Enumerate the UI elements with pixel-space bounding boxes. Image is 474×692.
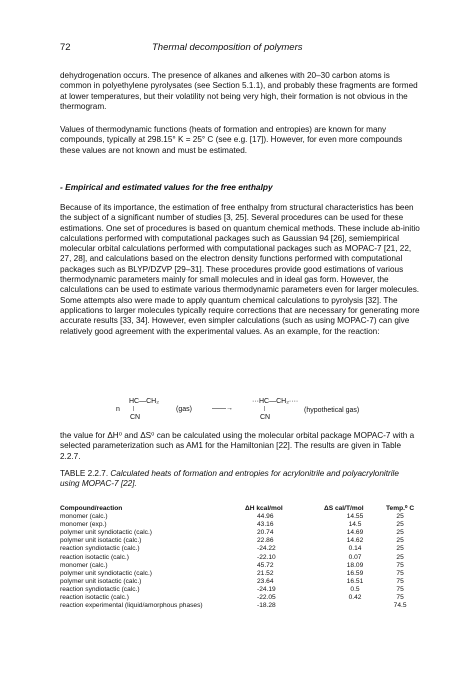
table-header-row: [60, 505, 414, 513]
table-row: polymer unit isotactic (calc.) 23.64 16.51 75: [60, 577, 404, 585]
table-row: polymer unit isotactic (calc.) 22.86 14.62 25: [60, 537, 404, 545]
paragraph-4-text: the value for ΔH⁰ and ΔS⁰ can be calculated using the molecular orbital package MOPAC-7 with a selected parameterization such as AM1 for the Hamiltonian [22]. The results are given in Table 2.2.7.: [60, 431, 415, 461]
table-row: reaction experimental (liquid/amorphous phases) -18.28 74.5: [60, 602, 407, 610]
polymer-nitrile: CN: [260, 414, 271, 421]
page-number: 72: [60, 42, 71, 53]
paragraph-2-text: Values of thermodynamic functions (heats of formation and entropies) are known for many compounds, typically at 298.15° K = 25° C (see e.g. [17]). However, for even more compounds these values are not known and must be estimated.: [60, 125, 403, 155]
table-row: monomer (exp.) 43.16 14.5 25: [60, 521, 404, 529]
col-compound: Compound/reaction: [60, 505, 123, 512]
table-label: TABLE 2.2.7.: [60, 469, 109, 478]
monomer-nitrile: CN: [130, 414, 141, 421]
paragraph-1-text: dehydrogenation occurs. The presence of alkanes and alkenes with 20–30 carbon atoms is common in polyethylene pyrolysates (see Section 5.1.1), and probably these fragments are formed at lower temperatures, but their volatility not being very high, their formation is not obvious in the thermogram.: [60, 71, 418, 111]
table-caption: [60, 469, 420, 489]
running-title: Thermal decomposition of polymers: [152, 42, 303, 53]
paragraph-1: [60, 71, 420, 112]
section-heading: - Empirical and estimated values for the free enthalpy: [60, 182, 273, 192]
paragraph-4: [60, 431, 420, 462]
table-row: polymer unit syndiotactic (calc.) 21.52 16.59 75: [60, 569, 404, 577]
polymer-state: (hypothetical gas): [304, 407, 360, 414]
paragraph-2: [60, 125, 420, 156]
table-row: reaction syndiotactic (calc.) -24.22 0.14 25: [60, 545, 404, 553]
paragraph-3: [60, 203, 420, 337]
table-row: reaction syndiotactic (calc.) -24.19 0.5 75: [60, 585, 404, 593]
table-row: reaction isotactic (calc.) -22.05 0.42 75: [60, 594, 404, 602]
monomer-backbone: HC—CH₂: [129, 398, 159, 405]
table-row: monomer (calc.) 44.96 14.55 25: [60, 513, 404, 521]
col-delta-h: ΔH kcal/mol: [245, 505, 283, 512]
table-row: reaction isotactic (calc.) -22.10 0.07 25: [60, 553, 404, 561]
polymer-backbone: ···HC—CH₂····: [252, 398, 299, 405]
monomer-count: n: [116, 406, 120, 413]
reaction-arrow: ——→: [212, 405, 233, 412]
paragraph-3-text: Because of its importance, the estimation of free enthalpy from structural characteristics has been the subject of a significant number of studies [3, 25]. Several procedures can be used for these estimations. One set of procedures is based on quantum chemical methods. These include ab-initio calculations performed with computational packages such as Gaussian 94 [26], semiempirical molecular orbital calculations performed with computational packages such as MOPAC-7 [21, 22, 27, 28], and calculations based on the electron density functions performed with computational packages such as BLYP/DZVP [29–31]. These procedures provide good estimations of various thermodynamic parameters mainly for small molecules and in ideal gas form. However, the calculations can be used to estimate various thermodynamic parameters even for larger molecules. Some attempts also were made to apply quantum chemical calculations to pyrolysis [32]. The applications to larger molecules typically require corrections that are necessary for generating more accurate results [33, 34]. However, even simpler calculations (such as using MOPAC-7) can give relatively good agreement with the experimental values. As an example, for the reaction:: [60, 203, 420, 336]
monomer-state: (gas): [176, 406, 192, 413]
col-delta-s: ΔS cal/T/mol: [324, 505, 364, 512]
thermo-table: [60, 505, 414, 610]
table-row: polymer unit syndiotactic (calc.) 20.74 14.69 25: [60, 529, 404, 537]
reaction-scheme: HC—CH₂ n | CN (gas) ——→ ···HC—CH₂···· | CN (hypothetical gas): [116, 398, 360, 421]
col-temp: Temp.⁰ C: [386, 505, 415, 512]
table-title: Calculated heats of formation and entropies for acrylonitrile and polyacrylonitrile using MOPAC-7 [22].: [60, 469, 399, 489]
table-row: monomer (calc.) 45.72 18.09 75: [60, 561, 404, 569]
